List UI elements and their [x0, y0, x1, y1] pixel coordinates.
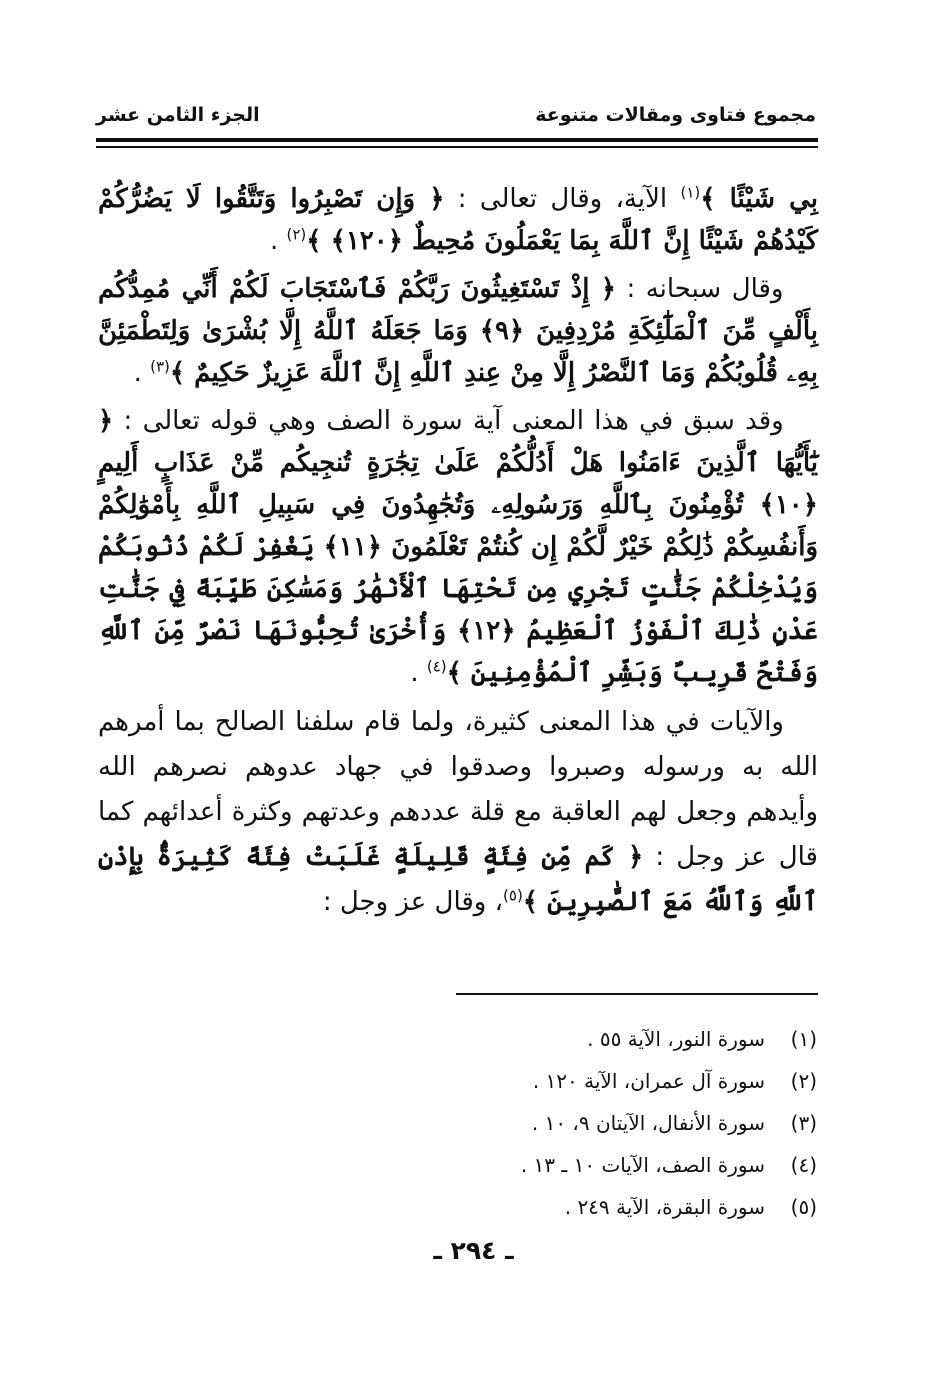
- footnote-separator: [456, 993, 818, 995]
- quran-verse: ﴿ إِذْ تَسْتَغِيثُونَ رَبَّكُمْ فَٱسْتَجَابَ لَكُمْ أَنِّي مُمِدُّكُم بِأَلْفٍ مِّنَ ٱلْمَلَٰٓئِكَةِ مُرْدِفِينَ ﴿٩﴾ وَمَا جَعَلَهُ ٱللَّهُ إِلَّا بُشْرَىٰ وَلِتَطْمَئِنَّ بِهِۦ قُلُوبُكُمْ وَمَا ٱلنَّصْرُ إِلَّا مِنْ عِندِ ٱللَّهِ إِنَّ ٱللَّهَ عَزِيزٌ حَكِيمٌ ﴾: [98, 274, 818, 388]
- book-title: مجموع فتاوى ومقالات متنوعة: [535, 104, 816, 126]
- footnote-ref: (٢): [286, 225, 307, 244]
- footnote-ref: (١): [680, 183, 701, 202]
- footnote-item: [217, 1060, 817, 1102]
- footnote-number: (٣): [790, 1111, 817, 1135]
- footnote-text: سورة آل عمران، الآية ١٢٠ .: [532, 1069, 765, 1093]
- footnote-number: (٤): [790, 1153, 817, 1177]
- quran-verse: ﴿ وَإِن تَصْبِرُوا وَتَتَّقُوا لَا يَضُرُّكُمْ كَيْدُهُمْ شَيْئًا إِنَّ ٱللَّهَ بِمَا يَعْمَلُونَ مُحِيطٌ ﴿١٢٠﴾ ﴾: [98, 184, 818, 256]
- header-rule-thin: [96, 146, 818, 148]
- footnote-number: (٢): [790, 1069, 817, 1093]
- footnote-number: (١): [790, 1027, 817, 1051]
- paragraph-3: [98, 400, 818, 694]
- footnote-ref: (٥): [503, 886, 523, 905]
- footnote-text: سورة الأنفال، الآيتان ٩، ١٠ .: [531, 1111, 765, 1135]
- main-text: [98, 178, 818, 925]
- footnote-text: سورة النور، الآية ٥٥ .: [587, 1027, 765, 1051]
- text-run: .: [269, 226, 287, 256]
- part-label: الجزء الثامن عشر: [96, 104, 260, 126]
- footnote-item: [217, 1102, 817, 1144]
- text-run: والآيات في هذا المعنى كثيرة، ولما قام سلفنا الصالح بما أمرهم الله به ورسوله وصبروا وصدقوا في جهاد عدوهم نصرهم الله وأيدهم وجعل لهم العاقبة مع قلة عددهم وعدتهم وكثرة أعدائهم كما قال عز وجل :: [98, 707, 818, 872]
- quran-verse: ﴿ كَم مِّن فِئَةٍ قَلِيلَةٍ غَلَبَتْ فِئَةً كَثِيرَةًۢ بِإِذْنِ ٱللَّهِ وَٱللَّهُ مَعَ ٱلصَّٰبِرِينَ ﴾: [98, 842, 818, 917]
- paragraph-4: [98, 700, 818, 925]
- quran-verse: بِي شَيْئًا ﴾: [700, 184, 818, 214]
- running-header: [96, 100, 816, 134]
- text-run: .: [133, 358, 151, 388]
- footnotes-list: [217, 1018, 817, 1228]
- footnote-ref: (٣): [150, 357, 170, 376]
- footnote-item: [217, 1186, 817, 1228]
- page-number: ـ ٢٩٤ ـ: [433, 1236, 514, 1265]
- header-rule-thick: [96, 138, 818, 142]
- text-run: وقال سبحانه :: [615, 274, 784, 304]
- paragraph-1: [98, 178, 818, 262]
- footnote-text: سورة البقرة، الآية ٢٤٩ .: [564, 1195, 765, 1219]
- footnote-ref: (٤): [426, 657, 447, 676]
- footnote-number: (٥): [790, 1195, 817, 1219]
- text-run: الآية، وقال تعالى :: [444, 184, 681, 214]
- footnote-text: سورة الصف، الآيات ١٠ ـ ١٣ .: [520, 1153, 765, 1177]
- footnote-item: [217, 1144, 817, 1186]
- footnote-item: [217, 1018, 817, 1060]
- text-run: وقد سبق في هذا المعنى آية سورة الصف وهي قوله تعالى :: [113, 406, 784, 436]
- quran-verse: ﴿ يَٰٓأَيُّهَا ٱلَّذِينَ ءَامَنُوا هَلْ أَدُلُّكُمْ عَلَىٰ تِجَٰرَةٍ تُنجِيكُم مِّنْ عَذَابٍ أَلِيمٍ ﴿١٠﴾ تُؤْمِنُونَ بِٱللَّهِ وَرَسُولِهِۦ وَتُجَٰهِدُونَ فِي سَبِيلِ ٱللَّهِ بِأَمْوَٰلِكُمْ وَأَنفُسِكُمْ ذَٰلِكُمْ خَيْرٌ لَّكُمْ إِن كُنتُمْ تَعْلَمُونَ ﴿١١﴾ يَغْفِرْ لَكُمْ ذُنُوبَكُمْ وَيُدْخِلْكُمْ جَنَّٰتٍ تَجْرِي مِن تَحْتِهَا ٱلْأَنْهَٰرُ وَمَسَٰكِنَ طَيِّبَةً فِي جَنَّٰتِ عَدْنٍ ذَٰلِكَ ٱلْفَوْزُ ٱلْعَظِيمُ ﴿١٢﴾ وَأُخْرَىٰ تُحِبُّونَهَا نَصْرٌ مِّنَ ٱللَّهِ وَفَتْحٌ قَرِيبٌ وَبَشِّرِ ٱلْمُؤْمِنِينَ ﴾: [98, 406, 819, 688]
- paragraph-2: [98, 268, 818, 394]
- text-run: .: [410, 658, 427, 688]
- text-run: ، وقال عز وجل :: [322, 887, 504, 917]
